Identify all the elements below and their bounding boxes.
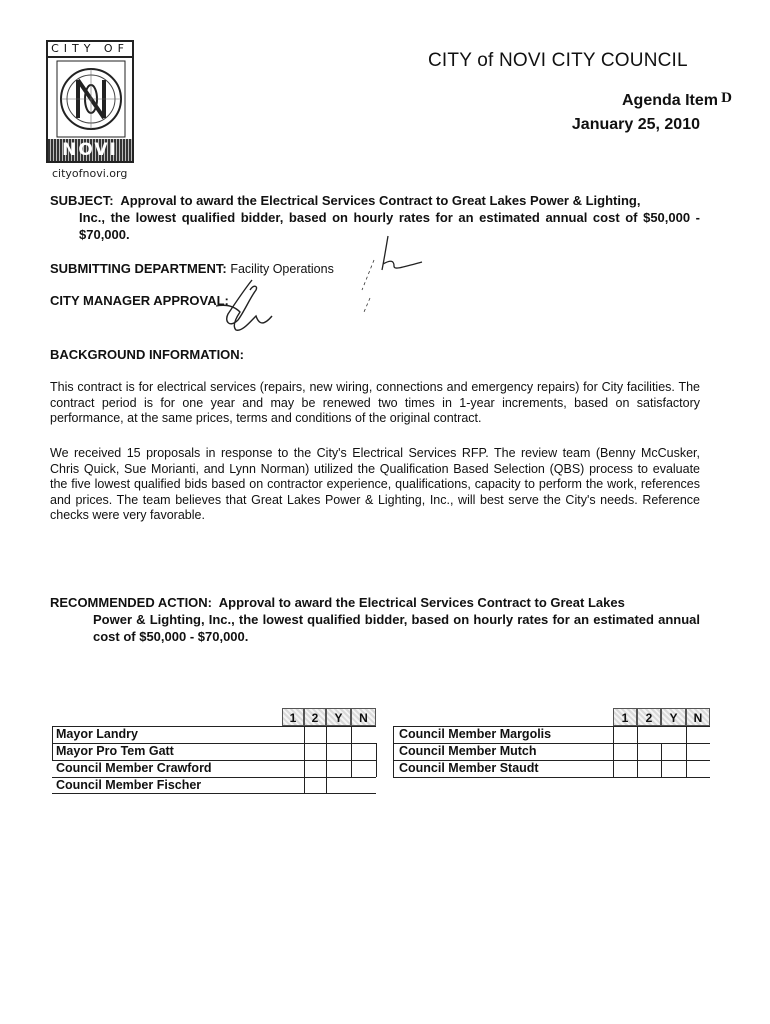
vote-col-y: Y — [661, 708, 686, 726]
member-name: Mayor Pro Tem Gatt — [56, 744, 174, 758]
table-row — [56, 760, 212, 777]
initials-signature-icon — [360, 234, 430, 314]
logo-emblem-icon — [56, 60, 126, 138]
table-row — [399, 760, 539, 777]
table-row — [399, 743, 537, 760]
member-name: Council Member Fischer — [56, 778, 202, 792]
page-title: CITY of NOVI CITY COUNCIL — [428, 50, 688, 71]
vote-col-n: N — [686, 708, 710, 726]
vote-col-1: 1 — [613, 708, 637, 726]
agenda-item-label: Agenda Item — [621, 92, 718, 109]
member-name: Council Member Staudt — [399, 761, 539, 775]
member-name: Council Member Crawford — [56, 761, 212, 775]
meeting-date: January 25, 2010 — [571, 116, 700, 133]
background-paragraph-2: We received 15 proposals in response to the City's Electrical Services RFP. The review team (Benny McCusker, Chris Quick, Sue Morianti, and Lynn Norman) utilized the Qualification Based Selection (QBS) process to evaluate the five lowest qualified bids based on contractor experience, qualifications, capacity to perform the work, references and prices. The team believes that Great Lakes Power & Lighting, Inc., will best serve the City's needs. Reference checks were very favorable. — [50, 446, 700, 522]
table-row — [56, 743, 174, 760]
vote-col-y: Y — [326, 708, 351, 726]
recommended-action-block — [50, 594, 700, 645]
logo-caption: cityofnovi.org — [52, 167, 128, 180]
vote-col-2: 2 — [637, 708, 661, 726]
table-row — [56, 777, 201, 794]
member-name: Council Member Margolis — [399, 727, 552, 741]
subject-label: SUBJECT: — [50, 193, 114, 208]
vote-col-1: 1 — [282, 708, 304, 726]
agenda-item-letter: D — [721, 90, 732, 106]
subject-rest: Inc., the lowest qualified bidder, based on hourly rates for an estimated annual cost of $50,000 - $70,000. — [79, 210, 700, 242]
agenda-item — [621, 90, 732, 110]
table-row — [56, 726, 138, 743]
left-vote-header — [282, 708, 376, 726]
department-value: Facility Operations — [230, 262, 334, 276]
submitting-department — [50, 261, 334, 276]
right-vote-header — [613, 708, 710, 726]
member-name: Council Member Mutch — [399, 744, 537, 758]
recommended-action-line1: Approval to award the Electrical Services Contract to Great Lakes — [218, 595, 625, 610]
recommended-action-rest: Power & Lighting, Inc., the lowest qualified bidder, based on hourly rates for an estimated annual cost of $50,000 - $70,000. — [93, 612, 700, 644]
table-row — [399, 726, 551, 743]
background-heading: BACKGROUND INFORMATION: — [50, 347, 245, 362]
member-name: Mayor Landry — [56, 727, 138, 741]
city-manager-approval-label: CITY MANAGER APPROVAL: — [50, 293, 229, 308]
subject-line1: Approval to award the Electrical Services Contract to Great Lakes Power & Lighting, — [120, 193, 641, 208]
city-manager-signature-icon — [206, 276, 286, 336]
department-label: SUBMITTING DEPARTMENT: — [50, 261, 227, 276]
city-logo — [46, 40, 134, 163]
logo-top-text: CITY OF — [48, 42, 132, 58]
vote-col-2: 2 — [304, 708, 326, 726]
logo-bottom-text: NOVI — [48, 139, 132, 161]
background-paragraph-1: This contract is for electrical services (repairs, new wiring, connections and emergency repairs) for City facilities. The contract period is for one year and may be renewed two times in 1-year increments, based on satisfactory performance, at the same prices, terms and conditions of the original contract. — [50, 380, 700, 425]
recommended-action-label: RECOMMENDED ACTION: — [50, 595, 213, 610]
vote-col-n: N — [351, 708, 376, 726]
